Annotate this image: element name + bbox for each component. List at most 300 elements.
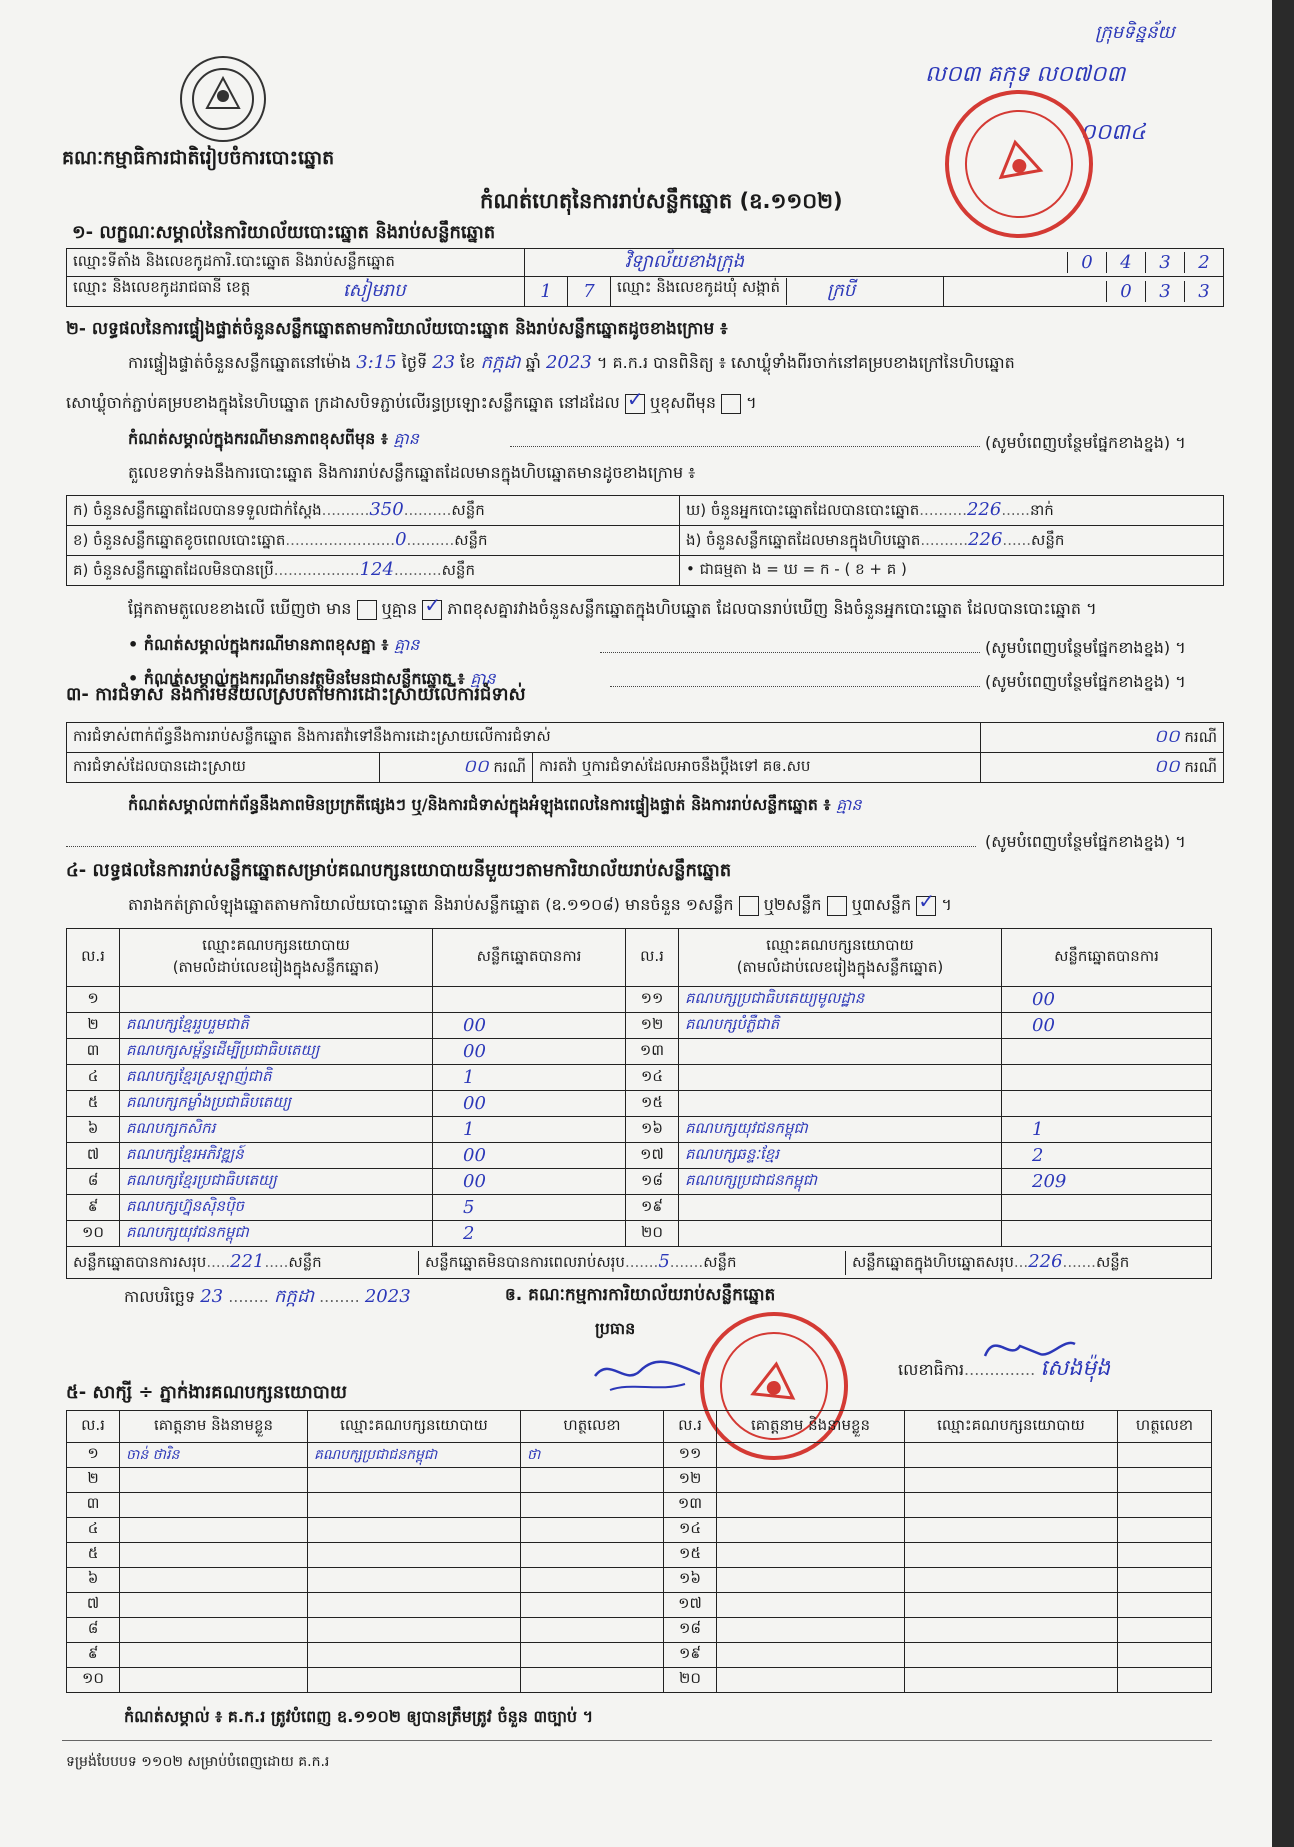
- party-votes: [1002, 1039, 1212, 1065]
- party-number: ១២: [626, 1013, 679, 1039]
- party-number: ៩: [67, 1195, 120, 1221]
- appeal-value-cell: [981, 753, 1224, 783]
- footer-divider: [62, 1740, 1212, 1741]
- witness-signature: [1118, 1443, 1212, 1468]
- party-name: គណបក្សយុវជនកម្ពុជា: [679, 1117, 1002, 1143]
- table-row: [67, 1668, 1212, 1693]
- witness-party: [905, 1568, 1118, 1593]
- section4-heading: ៤- លទ្ធផលនៃការរាប់សន្លឹកឆ្នោតសម្រាប់គណបក្សនយោបាយនីមួយៗតាមការិយាល័យរាប់សន្លឹកឆ្នោត: [66, 860, 732, 881]
- verification-day-label: ថ្ងៃទី: [401, 353, 428, 372]
- party-votes: 1: [1002, 1117, 1212, 1143]
- spoiled-ballots-cell: ខ) ចំនួនសន្លឹកឆ្នោតខូចពេលបោះឆ្នោត.......................0..........សន្លឹក: [67, 526, 680, 556]
- witness-number: ២០: [664, 1668, 717, 1693]
- witness-signature: [521, 1618, 664, 1643]
- formula: • ជាធម្មតា ង = ឃ = ក - ( ខ + គ ): [680, 556, 1224, 586]
- difference-note-label: • កំណត់សម្គាល់ក្នុងករណីមានភាពខុសគ្នា ៖: [128, 635, 389, 654]
- section2-heading: ២- លទ្ធផលនៃការផ្ទៀងផ្ទាត់ចំនួនសន្លឹកឆ្នោតតាមការិយាល័យបោះឆ្នោត និងរាប់សន្លឹកឆ្នោតដូចខាងក្រោម ៖: [66, 319, 728, 339]
- party-name: គណបក្សខ្មែរស្រឡាញ់ជាតិ: [120, 1065, 433, 1091]
- checkmark-icon: ✓: [626, 386, 644, 411]
- unused-ballots-cell: គ) ចំនួនសន្លឹកឆ្នោតដែលមិនបានប្រើ..................124..........សន្លឹក: [67, 556, 680, 586]
- witness-name: [717, 1468, 905, 1493]
- table-row: [67, 1593, 1212, 1618]
- party-votes: 00: [433, 1143, 626, 1169]
- witness-name: ចាន់ ថារិន: [120, 1443, 308, 1468]
- spoiled-ballots-value: 0: [395, 528, 407, 550]
- witness-signature: [1118, 1543, 1212, 1568]
- case-unit: ករណី: [1184, 728, 1217, 746]
- lock-line: សោឃ្លុំចាក់ភ្ជាប់គម្របខាងក្នុងនៃហិបឆ្នោត ក្រដាសបិទភ្ជាប់លើរន្ធប្រឡោះសន្លឹកឆ្នោត នៅដដែល ✓ ឬខុសពីមុន ។: [66, 386, 757, 412]
- party-votes: [1002, 1221, 1212, 1247]
- witness-col-name: គោត្តនាម និងនាមខ្លួន: [120, 1411, 308, 1443]
- appeal-label: ការតវ៉ា ឬការជំទាស់ដែលអាចនឹងប្តឹងទៅ គឲ.សប: [533, 753, 981, 783]
- party-votes: 2: [433, 1221, 626, 1247]
- two-sheet-checkbox[interactable]: [827, 896, 847, 916]
- committee-name: គណៈកម្មាធិការជាតិរៀបចំការបោះឆ្នោត: [62, 147, 335, 169]
- party-votes: 00: [433, 1039, 626, 1065]
- verification-time-label: ការផ្ទៀងផ្ទាត់ចំនួនសន្លឹកឆ្នោតនៅម៉ោង: [128, 353, 352, 372]
- witness-name: [717, 1493, 905, 1518]
- results-col-no: ល.រ: [626, 929, 679, 987]
- results-col-votes: សន្លឹកឆ្នោតបានការ: [1002, 929, 1212, 987]
- province-code-digit: 7: [568, 277, 611, 307]
- party-votes: 2: [1002, 1143, 1212, 1169]
- witness-party: [308, 1518, 521, 1543]
- secretary-name: សេងម៉ុង: [1040, 1356, 1111, 1381]
- three-sheet-label: ឬ៣សន្លឹក: [851, 895, 912, 914]
- location-label: ឈ្មោះទីតាំង និងលេខកូដការិ.បោះឆ្នោត និងរាប់សន្លឹកឆ្នោត: [67, 249, 525, 277]
- difference-fill-note: (សូមបំពេញបន្ថែមផ្នែកខាងខ្នង) ។: [985, 638, 1186, 657]
- witness-number: ១៣: [664, 1493, 717, 1518]
- difference-none-checkbox[interactable]: [422, 592, 442, 620]
- party-number: ២: [67, 1013, 120, 1039]
- location-code: [943, 249, 1224, 277]
- witness-party: គណបក្សប្រជាជនកម្ពុជា: [308, 1443, 521, 1468]
- witness-signature: [521, 1593, 664, 1618]
- witness-number: ២: [67, 1468, 120, 1493]
- witness-party: [905, 1668, 1118, 1693]
- total-invalid-value: 5: [658, 1250, 670, 1272]
- party-votes: [1002, 1091, 1212, 1117]
- witness-name: [120, 1468, 308, 1493]
- difference-line: [128, 592, 1097, 622]
- section1-table: [66, 248, 1224, 307]
- table-row: [67, 1195, 1212, 1221]
- chair-label: ប្រធាន: [595, 1319, 636, 1338]
- province-value: សៀមរាប: [343, 280, 406, 301]
- change-note-label: កំណត់សម្គាល់ក្នុងករណីមានភាពខុសពីមុន ៖: [128, 429, 388, 448]
- unit-label: នាក់: [1029, 500, 1054, 519]
- total-box-value: 226: [1028, 1250, 1063, 1272]
- commune-code-digit: 3: [1184, 281, 1223, 302]
- change-fill-note: (សូមបំពេញបន្ថែមផ្នែកខាងខ្នង) ។: [985, 433, 1186, 452]
- table-row: [67, 1117, 1212, 1143]
- party-votes: 1: [433, 1117, 626, 1143]
- table-row: [67, 1543, 1212, 1568]
- change-note-line: [128, 428, 419, 452]
- party-name: [679, 1039, 1002, 1065]
- witness-party: [905, 1593, 1118, 1618]
- party-number: ១០: [67, 1221, 120, 1247]
- results-body: [67, 987, 1212, 1247]
- objections-value-cell: [981, 723, 1224, 753]
- witness-party: [905, 1443, 1118, 1468]
- party-number: ១១: [626, 987, 679, 1013]
- date-year: 2023: [364, 1286, 411, 1307]
- witness-number: ១៧: [664, 1593, 717, 1618]
- nec-emblem-icon: [180, 56, 266, 142]
- witness-name: [120, 1668, 308, 1693]
- appeal-value: ០០: [1154, 756, 1180, 777]
- party-name: គណបក្សប្រជាធិបតេយ្យមូលដ្ឋាន: [679, 987, 1002, 1013]
- party-number: ៨: [67, 1169, 120, 1195]
- commune-value: ក្របី: [826, 280, 856, 301]
- difference-none-label: ឬគ្មាន: [381, 599, 418, 618]
- table-row: [67, 1568, 1212, 1593]
- results-col-party-line2: (តាមលំដាប់លេខរៀងក្នុងសន្លឹកឆ្នោត): [736, 957, 944, 976]
- witness-name: [717, 1618, 905, 1643]
- annotation-top: ក្រុមទិន្នន័យ: [1095, 22, 1175, 43]
- commune-code: [943, 277, 1224, 307]
- unused-ballots-value: 124: [359, 558, 394, 580]
- table-row: [67, 1518, 1212, 1543]
- party-name: គណបក្សខ្មែរអភិវឌ្ឍន៍: [120, 1143, 433, 1169]
- irregularity-label: កំណត់សម្គាល់ពាក់ព័ន្ធនឹងភាពមិនប្រក្រតីផ្សេងៗ ឬ/និងការជំទាស់ក្នុងអំឡុងពេលនៃការផ្ទៀងផ្ទាត់ និងការរាប់សន្លឹកឆ្នោត ៖: [128, 795, 831, 814]
- results-col-party-line1: ឈ្មោះគណបក្សនយោបាយ: [766, 935, 914, 954]
- witness-col-sign: ហត្ថលេខា: [1118, 1411, 1212, 1443]
- table-row: [67, 1618, 1212, 1643]
- unused-ballots-label: គ) ចំនួនសន្លឹកឆ្នោតដែលមិនបានប្រើ: [73, 560, 274, 579]
- verification-year: 2023: [545, 352, 592, 373]
- witness-party: [905, 1618, 1118, 1643]
- secretary-line: លេខាធិការ.............. សេងម៉ុង: [898, 1356, 1111, 1381]
- location-code-digit: 3: [1145, 252, 1184, 273]
- total-box-cell: សន្លឹកឆ្នោតក្នុងហិបឆ្នោតសរុប...226.......សន្លឹក: [852, 1250, 1130, 1272]
- witness-party: [905, 1543, 1118, 1568]
- spoiled-ballots-label: ខ) ចំនួនសន្លឹកឆ្នោតខូចពេលបោះឆ្នោត: [73, 530, 286, 549]
- witness-number: ៥: [67, 1543, 120, 1568]
- witness-party: [308, 1568, 521, 1593]
- party-name: [120, 987, 433, 1013]
- witness-name: [120, 1568, 308, 1593]
- foreign-fill-note: (សូមបំពេញបន្ថែមផ្នែកខាងខ្នង) ។: [985, 672, 1186, 691]
- party-number: ៦: [67, 1117, 120, 1143]
- section3-heading: ៣- ការជំទាស់ និងការមិនយល់ស្របតាមការដោះស្រាយលើការជំទាស់: [66, 684, 526, 705]
- witness-number: ១៩: [664, 1643, 717, 1668]
- results-col-votes: សន្លឹកឆ្នោតបានការ: [433, 929, 626, 987]
- table-row: [67, 1091, 1212, 1117]
- witness-col-name: គោត្តនាម និងនាមខ្លួន: [717, 1411, 905, 1443]
- two-sheet-label: ឬ២សន្លឹក: [763, 895, 822, 914]
- province-label: ឈ្មោះ និងលេខកូដរាជធានី ខេត្ត: [73, 278, 251, 296]
- commune-label: ឈ្មោះ និងលេខកូដឃុំ សង្កាត់: [611, 278, 787, 305]
- party-votes: [1002, 1195, 1212, 1221]
- party-name: [679, 1091, 1002, 1117]
- witness-col-no: ល.រ: [67, 1411, 120, 1443]
- party-name: គណបក្សប្រជាជនកម្ពុជា: [679, 1169, 1002, 1195]
- figures-intro: តួលេខទាក់ទងនឹងការបោះឆ្នោត និងការរាប់សន្លឹកឆ្នោតដែលមានក្នុងហិបឆ្នោតមានដូចខាងក្រោម ៖: [128, 463, 696, 482]
- witness-number: ១១: [664, 1443, 717, 1468]
- witness-signature: [1118, 1568, 1212, 1593]
- party-number: ១៥: [626, 1091, 679, 1117]
- witness-name: [717, 1568, 905, 1593]
- party-votes: [1002, 1065, 1212, 1091]
- witness-number: ១៤: [664, 1518, 717, 1543]
- commune-code-digit: 3: [1145, 281, 1184, 302]
- foreign-object-value: គ្មាន: [470, 669, 496, 688]
- party-number: ១៧: [626, 1143, 679, 1169]
- case-unit: ករណី: [1184, 758, 1217, 776]
- witness-name: [717, 1443, 905, 1468]
- unit-label: សន្លឹក: [288, 1252, 322, 1271]
- verification-line: [128, 350, 1015, 377]
- party-number: ៣: [67, 1039, 120, 1065]
- party-name: គណបក្សសម្ព័ន្ធដើម្បីប្រជាធិបតេយ្យ: [120, 1039, 433, 1065]
- party-name: គណបក្សខ្មែរប្រជាធិបតេយ្យ: [120, 1169, 433, 1195]
- party-name: គណបក្សកសិករ: [120, 1117, 433, 1143]
- party-number: ១៣: [626, 1039, 679, 1065]
- witness-party: [308, 1543, 521, 1568]
- objections-table: [66, 722, 1224, 783]
- party-votes: 00: [433, 1091, 626, 1117]
- witness-name: [120, 1518, 308, 1543]
- witness-party: [308, 1643, 521, 1668]
- party-name: [679, 1065, 1002, 1091]
- box-ballots-value: 226: [968, 528, 1003, 550]
- witness-name: [717, 1543, 905, 1568]
- witness-name: [120, 1643, 308, 1668]
- party-number: ៤: [67, 1065, 120, 1091]
- witness-signature: [1118, 1593, 1212, 1618]
- province-cell: [67, 277, 525, 307]
- official-stamp-top: [933, 78, 1104, 249]
- difference-note-value: គ្មាន: [394, 635, 420, 654]
- table-row: [67, 1143, 1212, 1169]
- witness-signature: [1118, 1668, 1212, 1693]
- party-number: ១៩: [626, 1195, 679, 1221]
- changed-label: ឬខុសពីមុន: [649, 393, 716, 412]
- results-col-party: [120, 929, 433, 987]
- witness-signature: [521, 1543, 664, 1568]
- total-invalid-label: សន្លឹកឆ្នោតមិនបានការពេលរាប់សរុប: [425, 1252, 625, 1271]
- results-col-no: ល.រ: [67, 929, 120, 987]
- results-col-party-line2: (តាមលំដាប់លេខរៀងក្នុងសន្លឹកឆ្នោត): [172, 957, 380, 976]
- verification-rest: ។ គ.ក.រ បានពិនិត្យ ៖ សោឃ្លុំទាំងពីរចាក់នៅគម្របខាងក្រៅនៃហិបឆ្នោត: [596, 353, 1015, 372]
- party-name: គណបក្សកម្លាំងប្រជាធិបតេយ្យ: [120, 1091, 433, 1117]
- total-valid-value: 221: [230, 1250, 265, 1272]
- total-valid-cell: សន្លឹកឆ្នោតបានការសរុប.....221.....សន្លឹក: [67, 1251, 419, 1275]
- irregularity-value: គ្មាន: [836, 795, 862, 814]
- witness-signature: [521, 1493, 664, 1518]
- form-footer: ទម្រង់បែបបទ ១១០២ សម្រាប់បំពេញដោយ គ.ក.រ: [66, 1754, 330, 1770]
- received-ballots-cell: ក) ចំនួនសន្លឹកឆ្នោតដែលបានទទួលជាក់ស្តែង..........350..........សន្លឹក: [67, 496, 680, 526]
- witness-number: ៨: [67, 1618, 120, 1643]
- location-code-digit: 2: [1184, 252, 1223, 273]
- party-name: គណបក្សបំភ្លឺជាតិ: [679, 1013, 1002, 1039]
- change-note-value: គ្មាន: [393, 429, 419, 448]
- one-sheet-checkbox[interactable]: [739, 896, 759, 916]
- table-row: [67, 987, 1212, 1013]
- objections-value: ០០: [1154, 726, 1180, 747]
- party-number: ១៦: [626, 1117, 679, 1143]
- total-invalid-cell: សន្លឹកឆ្នោតមិនបានការពេលរាប់សរុប.......5.......សន្លឹក: [419, 1251, 846, 1275]
- results-col-party: [679, 929, 1002, 987]
- secretary-label: លេខាធិការ: [898, 1360, 965, 1379]
- witness-number: ១៦: [664, 1568, 717, 1593]
- voters-cell: ឃ) ចំនួនអ្នកបោះឆ្នោតដែលបានបោះឆ្នោត..........226......នាក់: [680, 496, 1224, 526]
- form-title: កំណត់ហេតុនៃការរាប់សន្លឹកឆ្នោត (ឧ.១១០២): [480, 189, 843, 213]
- witness-name: [120, 1543, 308, 1568]
- date-month: កក្កដា: [273, 1286, 314, 1307]
- checkmark-icon: ✓: [918, 888, 935, 913]
- unit-label: សន្លឹក: [451, 500, 485, 519]
- unit-label: សន្លឹក: [441, 560, 475, 579]
- witness-number: ៣: [67, 1493, 120, 1518]
- witness-signature: [521, 1643, 664, 1668]
- table-row: [67, 1493, 1212, 1518]
- resolved-value: ០០: [463, 756, 489, 777]
- witness-signature: [521, 1518, 664, 1543]
- received-ballots-label: ក) ចំនួនសន្លឹកឆ្នោតដែលបានទទួលជាក់ស្តែង: [73, 500, 322, 519]
- date-label: កាលបរិច្ឆេទ: [124, 1287, 196, 1306]
- verification-day: 23: [432, 352, 456, 373]
- total-box-label: សន្លឹកឆ្នោតក្នុងហិបឆ្នោតសរុប: [852, 1252, 1014, 1271]
- witness-name: [717, 1518, 905, 1543]
- resolved-value-cell: [380, 753, 533, 783]
- difference-rest: ភាពខុសគ្នារវាងចំនួនសន្លឹកឆ្នោតក្នុងហិបឆ្នោត ដែលបានរាប់ឃើញ និងចំនួនអ្នកបោះឆ្នោត ដែលបានបោះឆ្នោត ។: [447, 599, 1097, 618]
- section5-heading: ៥- សាក្សី ÷ ភ្នាក់ងារគណបក្សនយោបាយ: [66, 1382, 348, 1403]
- table-row: [67, 1169, 1212, 1195]
- annotation-line3: ០០៣៤: [1080, 120, 1146, 145]
- chair-signature: [590, 1346, 710, 1402]
- party-votes: 5: [433, 1195, 626, 1221]
- irregularity-note: [128, 794, 862, 818]
- commune-cell: [611, 277, 944, 307]
- received-ballots-value: 350: [369, 498, 404, 520]
- table-row: [67, 1443, 1212, 1468]
- witness-table: [66, 1410, 1212, 1693]
- witness-col-party: ឈ្មោះគណបក្សនយោបាយ: [308, 1411, 521, 1443]
- foreign-object-label: • កំណត់សម្គាល់ក្នុងករណីមានវត្ថុមិនមែនជាសន្លឹកឆ្នោត ៖: [128, 669, 465, 688]
- voters-label: ឃ) ចំនួនអ្នកបោះឆ្នោតដែលបានបោះឆ្នោត: [686, 500, 920, 519]
- witness-signature: ថា: [521, 1443, 664, 1468]
- witness-name: [717, 1643, 905, 1668]
- party-name: គណបក្សយុវជនកម្ពុជា: [120, 1221, 433, 1247]
- tally-intro: តារាងកត់ត្រាលំឡុងឆ្នោតតាមការិយាល័យបោះឆ្នោត និងរាប់សន្លឹកឆ្នោត (ឧ.១១០៨) មានចំនួន ១សន្លឹក: [128, 895, 734, 914]
- location-value: វិទ្យាល័យខាងក្រុង: [525, 249, 944, 277]
- party-name: [679, 1195, 1002, 1221]
- party-votes: 00: [1002, 1013, 1212, 1039]
- witness-party: [905, 1518, 1118, 1543]
- party-votes: 209: [1002, 1169, 1212, 1195]
- witness-col-no: ល.រ: [664, 1411, 717, 1443]
- unit-label: សន្លឹក: [1031, 530, 1065, 549]
- secretary-signature: [980, 1326, 1080, 1370]
- unchanged-checkbox[interactable]: [625, 386, 645, 414]
- tally-sheet-line: តារាងកត់ត្រាលំឡុងឆ្នោតតាមការិយាល័យបោះឆ្នោត និងរាប់សន្លឹកឆ្នោត (ឧ.១១០៨) មានចំនួន ១សន្លឹក ឬ២សន្លឹក ឬ៣សន្លឹក ✓ ។: [128, 888, 952, 914]
- witness-number: ១៥: [664, 1543, 717, 1568]
- party-number: ២០: [626, 1221, 679, 1247]
- party-number: ១៨: [626, 1169, 679, 1195]
- location-code-digit: 0: [1067, 252, 1106, 273]
- party-votes: [433, 987, 626, 1013]
- party-number: ១: [67, 987, 120, 1013]
- witness-signature: [1118, 1493, 1212, 1518]
- witness-party: [308, 1618, 521, 1643]
- box-ballots-cell: ង) ចំនួនសន្លឹកឆ្នោតដែលមានក្នុងហិបឆ្នោត..........226......សន្លឹក: [680, 526, 1224, 556]
- witness-name: [120, 1618, 308, 1643]
- foreign-object-dots: [610, 686, 980, 687]
- annotation-line2: ល០៣ គកុទ ល០៧០៣: [925, 62, 1126, 87]
- irregularity-fill-note: (សូមបំពេញបន្ថែមផ្នែកខាងខ្នង) ។: [985, 832, 1186, 851]
- verification-month: កក្កដា: [480, 352, 521, 373]
- witness-number: ១៨: [664, 1618, 717, 1643]
- party-number: ៧: [67, 1143, 120, 1169]
- irregularity-dots: [66, 846, 976, 847]
- date-day: 23: [200, 1286, 224, 1307]
- unit-label: សន្លឹក: [454, 530, 488, 549]
- table-row: [67, 1039, 1212, 1065]
- party-number: ៥: [67, 1091, 120, 1117]
- witness-number: ១២: [664, 1468, 717, 1493]
- witness-party: [905, 1493, 1118, 1518]
- witness-signature: [1118, 1643, 1212, 1668]
- party-name: គណបក្សខ្មែររួបរួមជាតិ: [120, 1013, 433, 1039]
- witness-col-sign: ហត្ថលេខា: [521, 1411, 664, 1443]
- witness-signature: [1118, 1468, 1212, 1493]
- witness-signature: [1118, 1618, 1212, 1643]
- verification-month-label: ខែ: [460, 353, 476, 372]
- witness-number: ៧: [67, 1593, 120, 1618]
- table-row: [67, 1468, 1212, 1493]
- commune-code-digit: 0: [1106, 281, 1145, 302]
- lock-text: សោឃ្លុំចាក់ភ្ជាប់គម្របខាងក្នុងនៃហិបឆ្នោត ក្រដាសបិទភ្ជាប់លើរន្ធប្រឡោះសន្លឹកឆ្នោត នៅដដែល: [66, 393, 620, 412]
- location-code-digit: 4: [1106, 252, 1145, 273]
- table-row: [67, 1065, 1212, 1091]
- difference-note-dots: [600, 652, 980, 653]
- table-row: [67, 1643, 1212, 1668]
- objections-label: ការជំទាស់ពាក់ព័ន្ធនឹងការរាប់សន្លឹកឆ្នោត និងការតវ៉ាទៅនឹងការដោះស្រាយលើការជំទាស់: [67, 723, 981, 753]
- witness-party: [308, 1468, 521, 1493]
- party-votes: 00: [433, 1013, 626, 1039]
- unit-label: សន្លឹក: [703, 1252, 737, 1271]
- witness-number: ៩: [67, 1643, 120, 1668]
- table-row: [67, 1221, 1212, 1247]
- witness-name: [120, 1593, 308, 1618]
- unit-label: សន្លឹក: [1095, 1252, 1130, 1271]
- three-sheet-checkbox[interactable]: [916, 888, 936, 916]
- witness-signature: [1118, 1518, 1212, 1543]
- witness-number: ៦: [67, 1568, 120, 1593]
- party-name: [679, 1221, 1002, 1247]
- witness-party: [905, 1643, 1118, 1668]
- witness-signature: [521, 1668, 664, 1693]
- verification-time: 3:15: [356, 352, 397, 373]
- box-ballots-label: ង) ចំនួនសន្លឹកឆ្នោតដែលមានក្នុងហិបឆ្នោត: [686, 530, 921, 549]
- difference-has-checkbox[interactable]: [357, 600, 377, 620]
- table-row: [67, 1013, 1212, 1039]
- party-number: ១៤: [626, 1065, 679, 1091]
- party-votes: 1: [433, 1065, 626, 1091]
- figures-table: [66, 495, 1224, 586]
- footnote: កំណត់សម្គាល់ ៖ គ.ក.រ ត្រូវបំពេញ ឧ.១១០២ ឲ្យបានត្រឹមត្រូវ ចំនួន ៣ច្បាប់ ។: [124, 1707, 594, 1726]
- party-name: គណបក្សឆន្ទៈខ្មែរ: [679, 1143, 1002, 1169]
- total-valid-label: សន្លឹកឆ្នោតបានការសរុប: [73, 1252, 207, 1271]
- witness-party: [905, 1468, 1118, 1493]
- changed-checkbox[interactable]: [721, 394, 741, 414]
- difference-has-label: ផ្អែកតាមតួលេខខាងលើ ឃើញថា មាន: [128, 599, 352, 618]
- counting-committee: ឲ. គណៈកម្មការការិយាល័យរាប់សន្លឹកឆ្នោត: [505, 1285, 776, 1305]
- party-votes: 00: [1002, 987, 1212, 1013]
